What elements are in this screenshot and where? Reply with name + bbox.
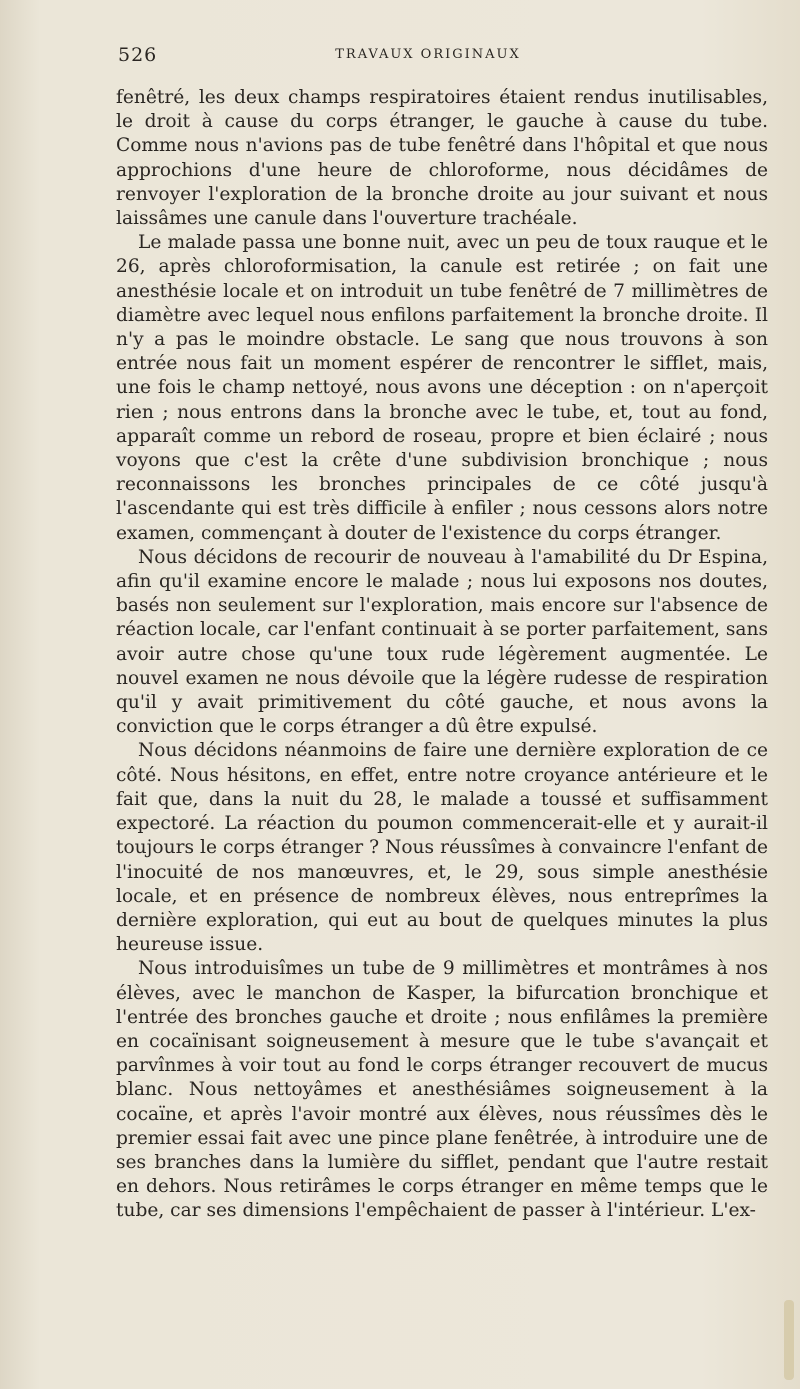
page-number: 526 — [118, 44, 158, 66]
paragraph-3: Nous décidons de recourir de nouveau à l'amabilité du Dr Espina, afin qu'il examine encore le malade ; nous lui exposons nos doutes, basés non seulement sur l'exploration, mais encore sur l'absence de réaction locale, car l'enfant continuait à se porter parfaitement, sans avoir autre chose qu'une toux rude légèrement augmentée. Le nouvel examen ne nous dévoile que la légère rudesse de respiration qu'il y avait primitivement du côté gauche, et nous avons la conviction que le corps étranger a dû être expulsé. — [116, 546, 768, 738]
page-header — [118, 44, 738, 74]
body-text — [116, 86, 768, 1224]
paper-stain — [784, 1300, 794, 1380]
paragraph-1: fenêtré, les deux champs respiratoires étaient rendus inutilisables, le droit à cause du corps étranger, le gauche à cause du tube. Comme nous n'avions pas de tube fenêtré dans l'hôpital et que nous approchions d'une heure de chloroforme, nous décidâmes de renvoyer l'exploration de la bronche droite au jour suivant et nous laissâmes une canule dans l'ouverture trachéale. — [116, 87, 768, 230]
running-title: TRAVAUX ORIGINAUX — [335, 47, 521, 62]
paragraph-5: Nous introduisîmes un tube de 9 millimètres et montrâmes à nos élèves, avec le manchon de Kasper, la bifurcation bronchique et l'entrée des bronches gauche et droite ; nous enfilâmes la première en cocaïnisant soigneusement à mesure que le tube s'avançait et parvînmes à voir tout au fond le corps étranger recouvert de mucus blanc. Nous nettoyâmes et anesthésiâmes soigneusement à la cocaïne, et après l'avoir montré aux élèves, nous réussîmes dès le premier essai fait avec une pince plane fenêtrée, à introduire une de ses branches dans la lumière du sifflet, pendant que l'autre restait en dehors. Nous retirâmes le corps étranger en même temps que le tube, car ses dimensions l'empêchaient de passer à l'intérieur. L'ex- — [116, 958, 768, 1222]
paragraph-4: Nous décidons néanmoins de faire une dernière exploration de ce côté. Nous hésitons, en effet, entre notre croyance antérieure et le fait que, dans la nuit du 28, le malade a toussé et suffisamment expectoré. La réaction du poumon commencerait-elle et y aurait-il toujours le corps étranger ? Nous réussîmes à convaincre l'enfant de l'inocuité de nos manœuvres, et, le 29, sous simple anesthésie locale, et en présence de nombreux élèves, nous entreprîmes la dernière exploration, qui eut au bout de quelques minutes la plus heureuse issue. — [116, 740, 768, 956]
paragraph-2: Le malade passa une bonne nuit, avec un peu de toux rauque et le 26, après chloroformisation, la canule est retirée ; on fait une anesthésie locale et on introduit un tube fenêtré de 7 millimètres de diamètre avec lequel nous enfilons parfaitement la bronche droite. Il n'y a pas le moindre obstacle. Le sang que nous trouvons à son entrée nous fait un moment espérer de rencontrer le sifflet, mais, une fois le champ nettoyé, nous avons une déception : on n'aperçoit rien ; nous entrons dans la bronche avec le tube, et, tout au fond, apparaît comme un rebord de roseau, propre et bien éclairé ; nous voyons que c'est la crête d'une subdivision bronchique ; nous reconnaissons les bronches principales de ce côté jusqu'à l'ascendante qui est très difficile à enfiler ; nous cessons alors notre examen, commençant à douter de l'existence du corps étranger. — [116, 232, 768, 544]
